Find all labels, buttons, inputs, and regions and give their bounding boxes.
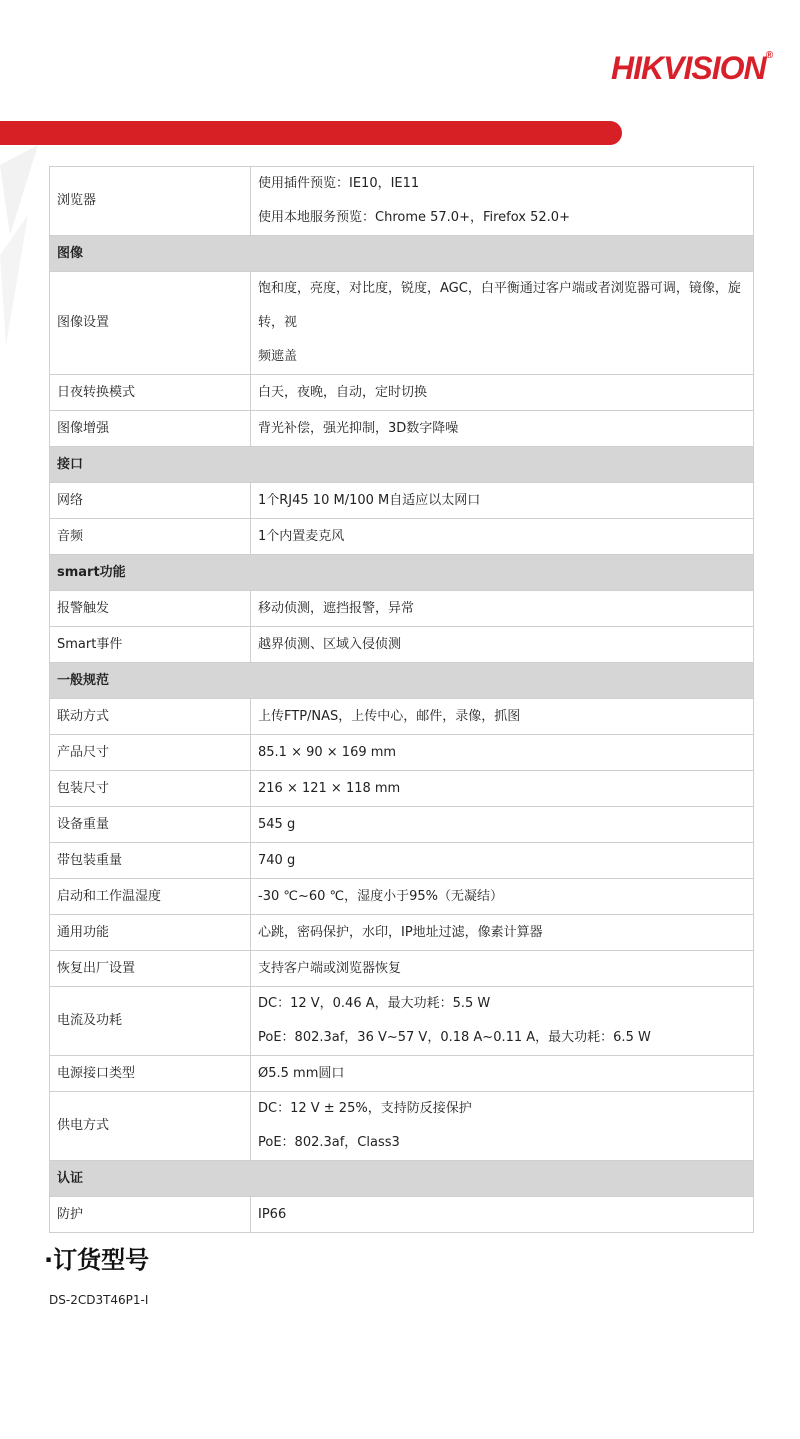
section-title: 一般规范 [50,663,754,699]
spec-value-line: 支持客户端或浏览器恢复 [258,960,402,976]
spec-value-line: 越界侦测、区域入侵侦测 [258,636,402,652]
spec-value-line: 740 g [258,852,296,868]
spec-key: 供电方式 [50,1092,251,1161]
spec-row [50,879,754,915]
spec-row [50,1056,754,1092]
spec-key: 通用功能 [50,915,251,951]
spec-key: 音频 [50,519,251,555]
spec-value-line: 上传FTP/NAS，上传中心，邮件，录像，抓图 [258,708,521,724]
spec-row [50,951,754,987]
spec-value [251,375,754,411]
spec-row [50,167,754,236]
spec-value-line: 移动侦测，遮挡报警，异常 [258,600,415,616]
spec-key: 产品尺寸 [50,735,251,771]
header-red-band [0,121,622,145]
section-header [50,236,754,272]
spec-row [50,915,754,951]
spec-value-line: 频遮盖 [258,349,298,364]
spec-value-line: 背光补偿，强光抑制，3D数字降噪 [258,420,459,436]
section-header [50,1161,754,1197]
spec-value-line: IP66 [258,1206,287,1222]
spec-value-line: 心跳，密码保护，水印，IP地址过滤，像素计算器 [258,924,543,940]
spec-row [50,627,754,663]
spec-value [251,591,754,627]
spec-key: 网络 [50,483,251,519]
spec-value [251,951,754,987]
spec-value [251,1197,754,1233]
section-header [50,663,754,699]
spec-key: 电源接口类型 [50,1056,251,1092]
spec-value [251,987,754,1056]
spec-value [251,167,754,236]
spec-key: 图像设置 [50,272,251,375]
spec-value [251,699,754,735]
spec-value-line: 使用插件预览：IE10，IE11 [258,176,420,191]
section-title: 接口 [50,447,754,483]
spec-row [50,1197,754,1233]
spec-key: 启动和工作温湿度 [50,879,251,915]
section-title: smart功能 [50,555,754,591]
spec-value-line: 1个内置麦克风 [258,528,345,544]
spec-row [50,807,754,843]
spec-row [50,411,754,447]
spec-key: 恢复出厂设置 [50,951,251,987]
spec-key: 浏览器 [50,167,251,236]
spec-row [50,735,754,771]
spec-row [50,519,754,555]
spec-value [251,519,754,555]
spec-value [251,483,754,519]
section-header [50,555,754,591]
spec-table [49,166,754,1233]
section-header [50,447,754,483]
spec-row [50,843,754,879]
spec-row [50,987,754,1056]
spec-row [50,591,754,627]
spec-row [50,483,754,519]
section-title: 认证 [50,1161,754,1197]
spec-row [50,1092,754,1161]
spec-value [251,627,754,663]
spec-value-line: DC：12 V，0.46 A，最大功耗：5.5 W [258,996,491,1011]
spec-row [50,699,754,735]
spec-key: 联动方式 [50,699,251,735]
order-model-number: DS-2CD3T46P1-I [49,1293,149,1307]
spec-key: 报警触发 [50,591,251,627]
spec-key: 日夜转换模式 [50,375,251,411]
spec-value-line: 饱和度，亮度，对比度，锐度，AGC，白平衡通过客户端或者浏览器可调，镜像，旋转，视 [258,281,741,330]
spec-value-line: 1个RJ45 10 M/100 M自适应以太网口 [258,492,481,508]
spec-value-line: -30 ℃~60 ℃，湿度小于95%（无凝结） [258,888,504,904]
spec-value [251,879,754,915]
spec-value [251,807,754,843]
spec-value-line: PoE：802.3af，Class3 [258,1135,400,1150]
spec-value-line: 白天，夜晚，自动，定时切换 [258,384,428,400]
spec-key: 图像增强 [50,411,251,447]
order-model-heading: ·订货型号 [44,1246,150,1274]
spec-value-line: 85.1 × 90 × 169 mm [258,744,397,760]
spec-value [251,735,754,771]
spec-value [251,771,754,807]
spec-value [251,1092,754,1161]
spec-value [251,843,754,879]
spec-value-line: Ø5.5 mm圆口 [258,1065,345,1081]
spec-key: 带包装重量 [50,843,251,879]
spec-value [251,411,754,447]
spec-value [251,272,754,375]
spec-key: 设备重量 [50,807,251,843]
spec-value-line: 使用本地服务预览：Chrome 57.0+，Firefox 52.0+ [258,210,570,225]
spec-value [251,915,754,951]
spec-value-line: DC：12 V ± 25%，支持防反接保护 [258,1101,472,1116]
section-title: 图像 [50,236,754,272]
spec-value-line: PoE：802.3af，36 V~57 V，0.18 A~0.11 A，最大功耗：6.5 W [258,1030,651,1045]
spec-value [251,1056,754,1092]
spec-key: 电流及功耗 [50,987,251,1056]
spec-key: 防护 [50,1197,251,1233]
spec-row [50,272,754,375]
spec-value-line: 216 × 121 × 118 mm [258,780,401,796]
background-watermark [0,145,50,405]
spec-row [50,375,754,411]
spec-key: Smart事件 [50,627,251,663]
spec-row [50,771,754,807]
spec-value-line: 545 g [258,816,296,832]
hikvision-logo: HIKVISION® [611,50,772,86]
spec-key: 包装尺寸 [50,771,251,807]
